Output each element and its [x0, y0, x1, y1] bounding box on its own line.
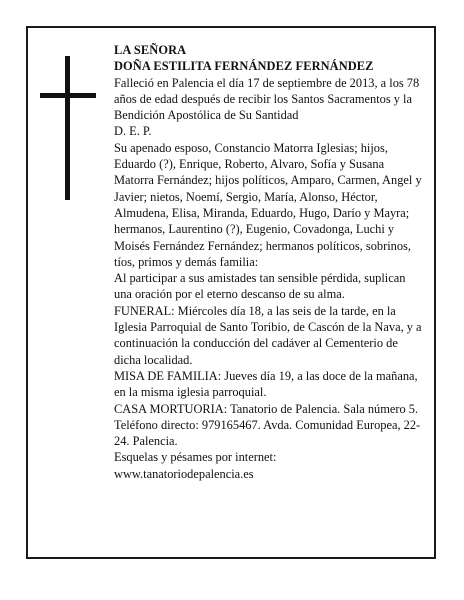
- cross-icon: [40, 56, 96, 200]
- family-mass-paragraph: MISA DE FAMILIA: Jueves día 19, a las doce de la mañana, en la misma iglesia parroquial.: [114, 368, 418, 400]
- notice-text: [114, 42, 422, 482]
- request-paragraph: Al participar a sus amistades tan sensible pérdida, suplican una oración por el eterno descanso de su alma.: [114, 271, 406, 302]
- internet-label: Esquelas y pésames por internet:: [114, 450, 277, 465]
- cross-vertical-bar: [65, 56, 70, 200]
- obituary-notice: [26, 26, 436, 559]
- deceased-name: DOÑA ESTILITA FERNÁNDEZ FERNÁNDEZ: [114, 59, 374, 74]
- funeral-paragraph: FUNERAL: Miércoles día 18, a las seis de la tarde, en la Iglesia Parroquial de Santo Toribio, de Cascón de la Nava, y a continuación la conducción del cadáver al Cementerio de dicha localidad.: [114, 303, 422, 367]
- death-paragraph: Falleció en Palencia el día 17 de septiembre de 2013, a los 78 años de edad después de recibir los Santos Sacramentos y la Bendición Apostólica de Su Santidad: [114, 75, 420, 123]
- cross-horizontal-bar: [40, 93, 96, 98]
- family-paragraph: Su apenado esposo, Constancio Matorra Iglesias; hijos, Eduardo (?), Enrique, Roberto, Alvaro, Sofía y Susana Matorra Fernández; hijos políticos, Amparo, Carmen, Angel y Javier; nietos, Noemí, Sergio, María, Alonso, Héctor, Almudena, Elisa, Miranda, Eduardo, Hugo, Darío y Mayra; hermanos, Laurentino (?), Eugenio, Covadonga, Luchi y Moisés Fernández Fernández; hermanos políticos, sobrinos, tíos, primos y demás familia:: [114, 140, 422, 269]
- website-link[interactable]: www.tanatoriodepalencia.es: [114, 466, 254, 481]
- mortuary-paragraph: CASA MORTUORIA: Tanatorio de Palencia. Sala número 5. Teléfono directo: 979165467. Avda. Comunidad Europea, 22-24. Palencia.: [114, 401, 421, 449]
- notice-title: LA SEÑORA: [114, 43, 187, 57]
- rip-line: D. E. P.: [114, 124, 152, 139]
